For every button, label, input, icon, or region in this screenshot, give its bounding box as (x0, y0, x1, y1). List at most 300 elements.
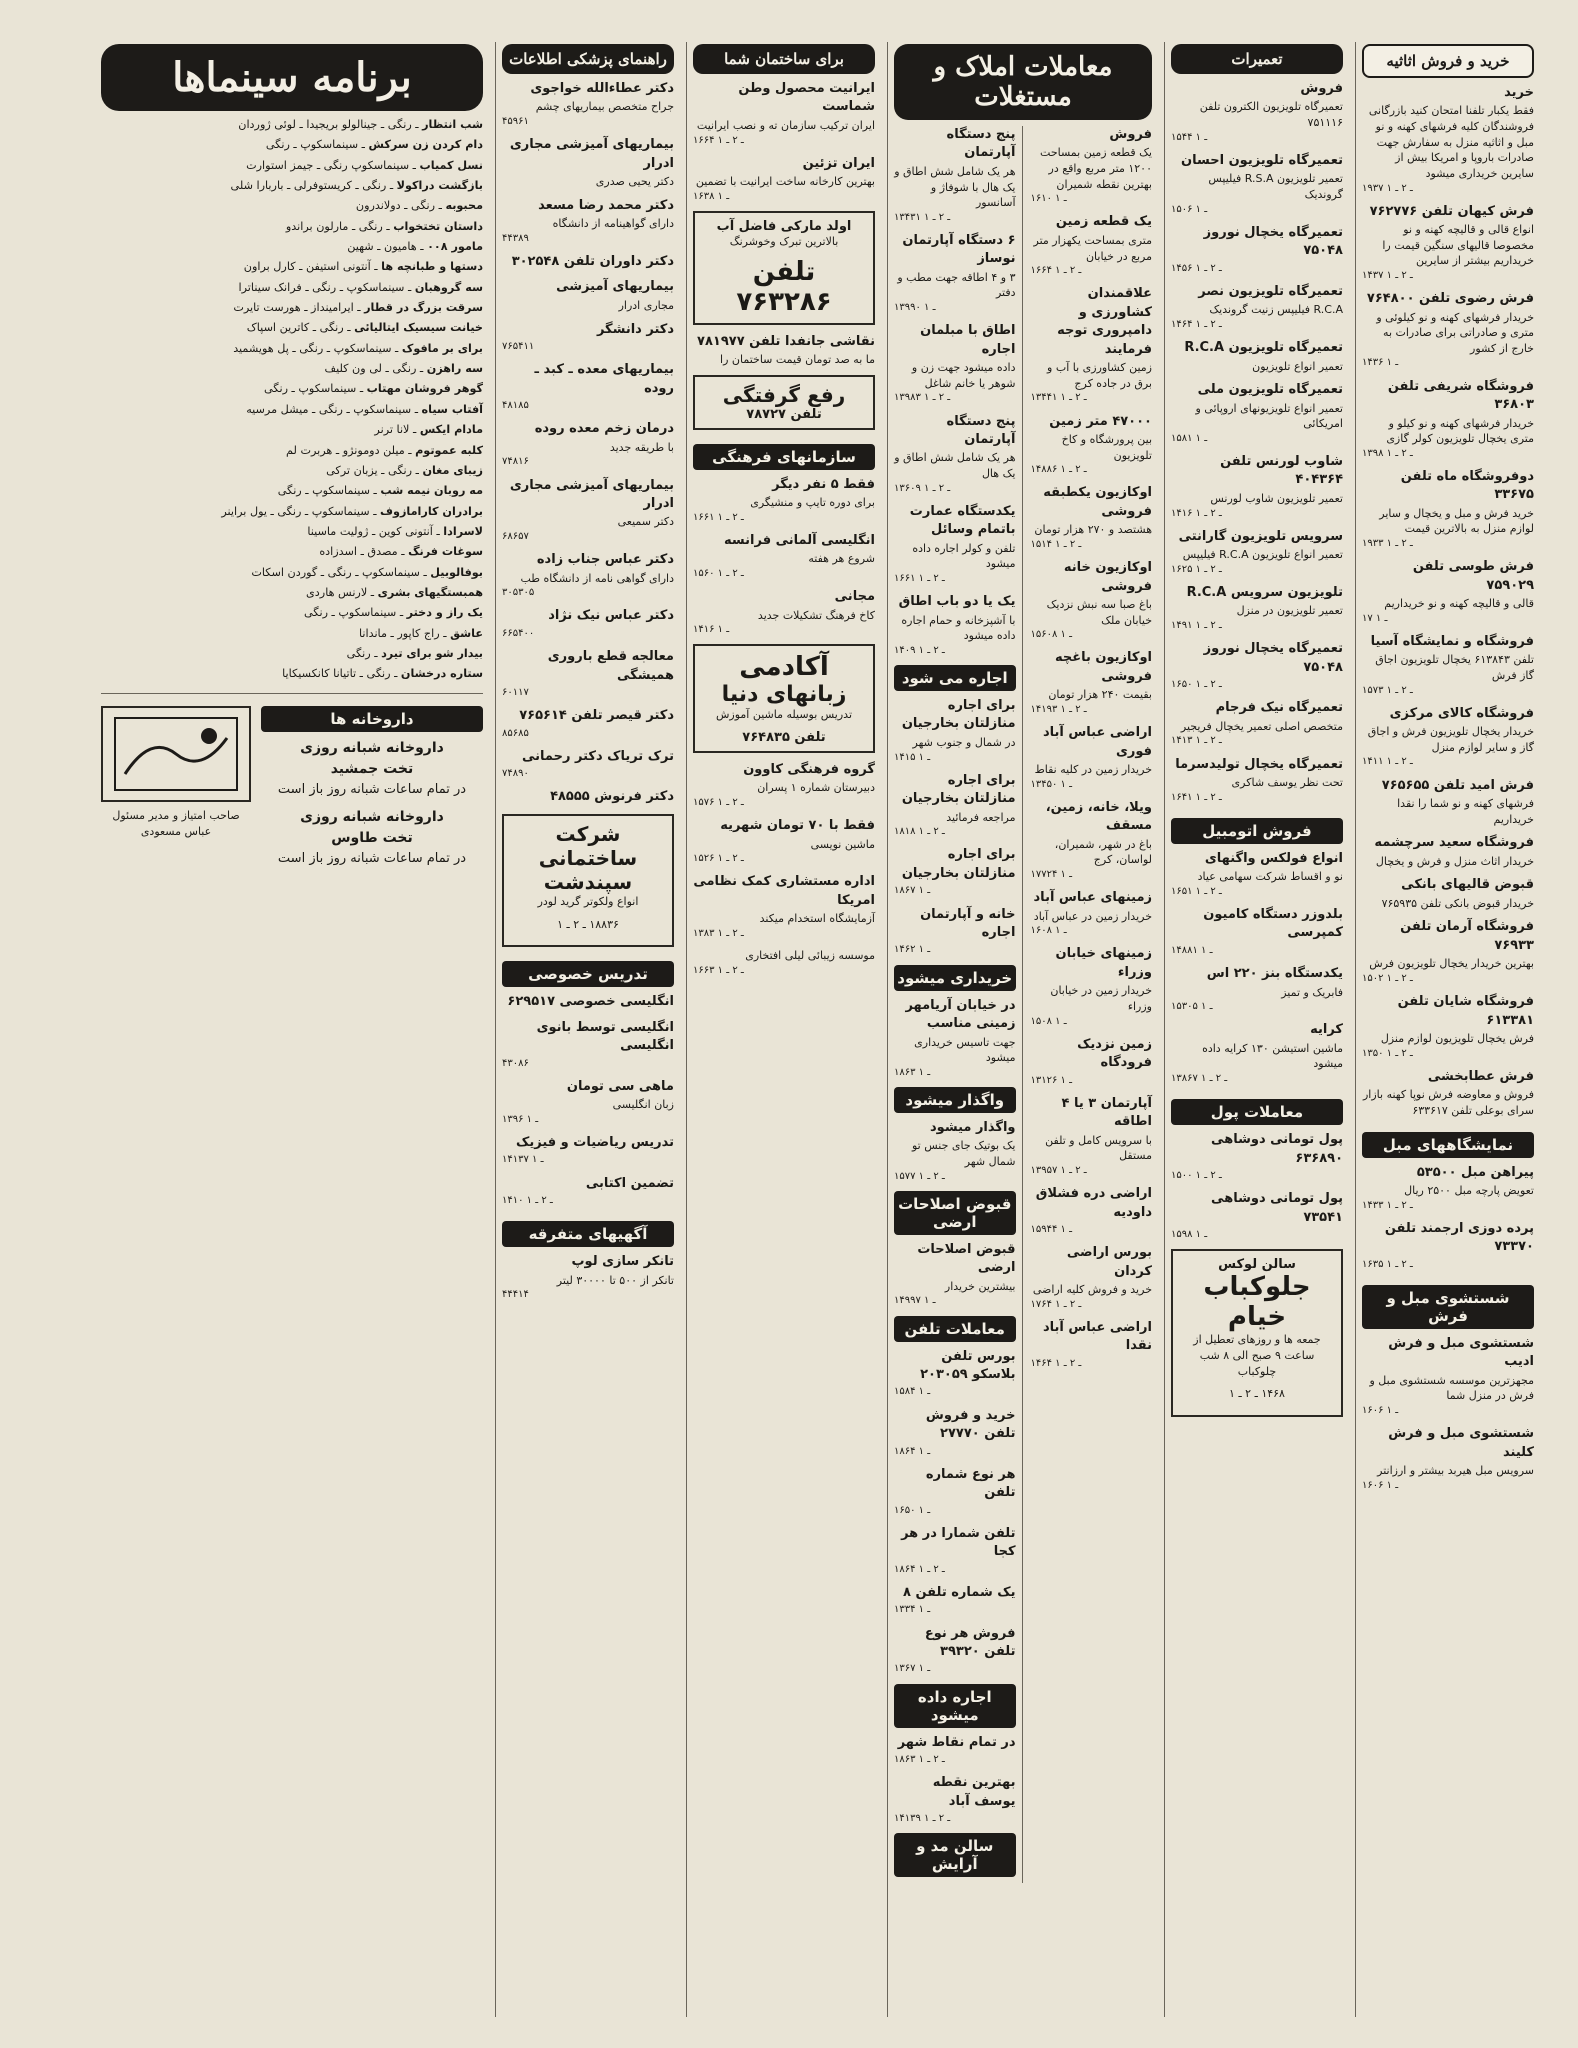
repairs-ads (1171, 80, 1343, 812)
ad-title: شاوب لورنس تلفن ۴۰۴۳۶۴ (1220, 453, 1343, 488)
classified-ad (693, 817, 875, 866)
classified-ad (1171, 152, 1343, 217)
pharmacy-listing (261, 738, 483, 800)
classified-ad (1362, 290, 1534, 370)
ad-body: داده میشود جهت زن و شوهر یا خانم شاغل (911, 361, 1016, 390)
ad-code: ۱۶۲۵ ـ ۲ ـ ۱ (1171, 563, 1222, 575)
classified-ad (502, 748, 674, 782)
film-title: آفتاب سیاه (421, 402, 483, 416)
classified-ad (502, 136, 674, 190)
ad-title: فروشگاه و نمایشگاه آسیا (1370, 633, 1534, 649)
ad-code: ۱۶۱۰ ـ ۱ (1030, 193, 1067, 205)
classified-ad (502, 1019, 674, 1071)
ad-code: ۱۴۵۶ ـ ۲ ـ ۱ (1171, 262, 1222, 274)
restaurant-body: جمعه ها و روزهای تعطیل از ساعت ۹ صبح الی ۸ شب چلوکباب (1193, 1333, 1321, 1378)
classified-ad (1171, 850, 1343, 899)
classified-ad (1171, 756, 1343, 805)
ad-title: فروشگاه آرمان تلفن ۷۶۹۳۳ (1400, 919, 1534, 953)
film-title: سه گروهبان (414, 280, 483, 294)
classified-ad (894, 906, 1016, 958)
medical-header: راهنمای پزشکی اطلاعات (502, 44, 674, 74)
film-title: بوفالوبیل (430, 565, 483, 579)
ad-code: ۱۵۹۸ ـ ۱ (1171, 1229, 1208, 1241)
ad-title: دکتر عباس نیک نژاد (548, 608, 674, 624)
furniture-ads (1362, 1164, 1534, 1279)
classified-ad (894, 593, 1016, 658)
ad-code: ۸۵۶۸۵ (502, 727, 529, 739)
ad-body: خرید فرش و مبل و یخچال و سایر لوازم منزل به بالاترین قیمت (1379, 506, 1534, 536)
restaurant-code: ۱۴۶۸ ـ ۲ ـ ۱ (1229, 1387, 1285, 1401)
separator: ـ (435, 199, 446, 213)
ad-body: بقیمت ۲۴۰ هزار تومان (1048, 688, 1152, 702)
ad-title: یک قطعه زمین (1055, 214, 1152, 230)
ad-title: دوفروشگاه ماه تلفن ۳۳۶۷۵ (1400, 468, 1534, 503)
classified-ad (693, 155, 875, 204)
film-title: لاسرادا (443, 524, 483, 538)
ad-title: بهترین نقطه یوسف آباد (932, 1775, 1016, 1809)
ad-body: در شمال و جنوب شهر (912, 735, 1016, 749)
ad-title: زمینهای خیابان وزراء (1055, 946, 1152, 980)
separator: ـ (432, 524, 444, 538)
separator: ـ (370, 646, 382, 660)
separator: ـ (370, 260, 382, 274)
ad-title: تلویزیون سرویس R.C.A (1186, 584, 1343, 600)
separator: ـ (404, 443, 416, 457)
ad-code: ۱۵۲۶ ـ ۲ ـ ۱ (693, 853, 744, 865)
ad-body: متری بمساحت یکهزار متر مربع در خیابان (1033, 233, 1152, 263)
ad-code: ۱۶۶۱ ـ ۲ ـ ۱ (894, 572, 945, 584)
film-info: سینماسکوپ ـ رنگی ـ فرانک سیناترا (238, 280, 405, 294)
ad-code: ۱۳۴۴۱ ـ ۲ ـ ۱ (1030, 392, 1087, 404)
ad-title: فقط با ۷۰ تومان شهریه (720, 818, 875, 834)
ad-title: ۴۷۰۰۰ متر زمین (1049, 413, 1152, 429)
ad-body: باغ صبا سه نبش نزدیک خیابان ملک (1046, 598, 1152, 627)
ad-title: اوکازیون باغچه فروشی (1054, 650, 1152, 684)
ad-title: دکتر دانشگر (596, 321, 674, 337)
classified-ad (1362, 1164, 1534, 1213)
film-info: سینماسکوپ ـ رنگی (263, 382, 357, 396)
column-repairs (1164, 42, 1349, 2017)
film-info: رنگی ـ کریستوفرلی ـ باربارا شلی (230, 179, 387, 193)
building-ads (693, 80, 875, 211)
ad-title: پنج دستگاه آپارتمان (946, 413, 1016, 447)
ad-title: دکتر عباس جناب زاده (536, 552, 674, 568)
ad-title: فروشگاه شریفی تلفن ۳۶۸۰۳ (1387, 378, 1534, 413)
ad-title: برای اجاره منازلتان بخارجیان (901, 772, 1016, 807)
ad-body: دبیرستان شماره ۱ پسران (757, 781, 875, 795)
ad-body: فابریک و تمیز (1281, 985, 1343, 999)
ad-body: هر یک شامل شش اطاق و یک هال با شوفاژ و آسانسور (894, 164, 1016, 210)
cinema-listing (101, 422, 483, 438)
academy-line2: زبانهای دنیا (721, 682, 847, 708)
ad-title: فرش طوسی تلفن ۷۵۹۰۲۹ (1412, 559, 1534, 593)
column-building (686, 42, 881, 2017)
classified-ad (1031, 559, 1153, 642)
classified-ad (894, 503, 1016, 586)
ad-title: یک شماره تلفن ۸ (903, 1584, 1016, 1600)
film-title: برای بر مافوک (401, 341, 483, 355)
cinema-listing (101, 239, 483, 255)
film-info: لانا ترنر (374, 423, 410, 437)
classified-ad (1031, 1095, 1153, 1178)
classified-ad (502, 321, 674, 355)
ad-code: ۱۳۹۸۳ ـ ۲ ـ ۱ (894, 392, 951, 404)
land-reform-ads (894, 1241, 1016, 1309)
classified-ad (502, 648, 674, 700)
ad-code: ۱۴۶۲ ـ ۱ (894, 944, 931, 956)
ad-title: قبوض اصلاحات ارضی (917, 1241, 1016, 1276)
ad-title: خرید (1504, 85, 1534, 100)
separator: ـ (397, 545, 409, 559)
ad-code: ۱۴۱۶ ـ ۲ ـ ۱ (1171, 507, 1222, 519)
cinemas-header: برنامه سینماها (101, 44, 483, 111)
ad-body: خریدار فرشهای کهنه و نو کیلوئی و متری و صادراتی برای صادرات به خارج از کشور (1376, 310, 1534, 355)
classified-ad (1171, 584, 1343, 633)
ad-code: ۱۵۰۲ ـ ۲ ـ ۱ (1362, 972, 1413, 984)
classified-ad (1171, 80, 1343, 145)
ad-body: دکتر سمیعی (617, 515, 674, 529)
ad-title: بورس تلفن بلاسکو ۲۰۳۰۵۹ (920, 1348, 1016, 1382)
ad-title: تعمیرگاه تلویزیون نصر (1198, 283, 1343, 299)
buy-sell-header: خرید و فروش اثاثیه (1362, 44, 1534, 78)
ad-code: ۱۵۹۴۴ ـ ۱ (1030, 1224, 1073, 1236)
given-ads (894, 1734, 1016, 1827)
ad-body: انواع قالی و قالیچه کهنه و نو مخصوصا قالیهای سنگین قیمت را خریداریم بیشتر از سایرین (1382, 223, 1534, 268)
film-title: دام کردن زن سرکش (368, 138, 483, 152)
ad-title: علاقمندان کشاورزی و دامپروری توجه فرمایند (1057, 286, 1152, 357)
classified-ad (693, 588, 875, 637)
ad-code: ۱۶۴۱ ـ ۲ ـ ۱ (1171, 791, 1222, 803)
classified-ad (502, 253, 674, 271)
ad-body: بین پرورشگاه و کاخ تلویزیون (1061, 433, 1152, 462)
ad-body: تعمیر تلویزیون R.S.A فیلیپس گروندیک (1208, 172, 1343, 201)
ad-title: معالجه قطع باروری همیشگی (547, 649, 674, 683)
ad-code: ۱۳۶۷ ـ ۱ (894, 1663, 931, 1675)
classified-ad (1171, 1021, 1343, 1086)
ad-title: بلدوزر دستگاه کامیون کمپرسی (1203, 907, 1343, 941)
academy-phone: تلفن ۷۶۴۸۳۵ (742, 729, 826, 745)
classified-ad (894, 1734, 1016, 1768)
ad-code: ۴۴۳۸۹ (502, 232, 529, 244)
ad-body: هشتصد و ۲۷۰ هزار تومان (1034, 523, 1152, 537)
classified-ad (894, 1348, 1016, 1400)
ad-body: بهترین خریدار یخچال تلویزیون فرش (1369, 957, 1534, 971)
pharmacy-name: تخت جمشید (330, 760, 414, 777)
classified-ad (1362, 834, 1534, 869)
separator: ـ (369, 504, 381, 518)
ad-title: تعمیرگاه تلویزیون احسان (1181, 152, 1343, 168)
company-ad (502, 814, 674, 947)
cinema-listing (101, 381, 483, 397)
ad-code: ۱۳۸۶۷ ـ ۲ ـ ۱ (1171, 1073, 1228, 1085)
separator: ـ (382, 219, 394, 233)
realestate-subcolumns (894, 126, 1152, 1883)
classified-ad (1031, 213, 1153, 278)
ad-body: مجاری ادرار (618, 298, 674, 312)
classified-ad (502, 1078, 674, 1127)
film-info: رنگی ـ مارلون براندو (285, 219, 383, 233)
classified-ad (502, 278, 674, 313)
rent-header: اجاره می شود (894, 665, 1016, 691)
classified-ad (894, 1466, 1016, 1518)
film-title: کلبه عموتوم (415, 443, 483, 457)
ad-body: متخصص اصلی تعمیر یخچال فریجیر (1180, 719, 1343, 733)
classified-ad (1031, 413, 1153, 478)
ad-title: فرش رضوی تلفن ۷۶۴۸۰۰ (1366, 291, 1534, 307)
cultural-ads (693, 476, 875, 645)
ad-code: ۱۳۸۳ ـ ۲ ـ ۱ (693, 928, 744, 939)
ad-code: ۱۶۳۵ ـ ۲ ـ ۱ (1362, 1258, 1413, 1270)
classified-ad (1362, 918, 1534, 986)
ad-title: برای اجاره منازلتان بخارجیان (901, 847, 1016, 881)
transfer-header: واگذار میشود (894, 1087, 1016, 1113)
ad-title: شستشوی مبل و فرش کلیند (1388, 1426, 1534, 1460)
film-title: ستاره درخشان (400, 667, 483, 681)
ad-code: ۱۴۶۴ ـ ۲ ـ ۱ (1030, 1357, 1082, 1369)
ad-code: ۱۵۸۴ ـ ۱ (894, 1386, 931, 1398)
classified-ad (1362, 993, 1534, 1061)
classified-ad (894, 126, 1016, 225)
cinema-listing (101, 300, 483, 316)
ad-title: پیراهن مبل ۵۳۵۰۰ (1416, 1164, 1534, 1180)
classified-ad (502, 361, 674, 413)
ad-code: ۱۳۹۵۷ ـ ۲ ـ ۱ (1030, 1164, 1087, 1176)
purchase-ads (894, 997, 1016, 1080)
classified-ad (1171, 906, 1343, 958)
logo-block (101, 700, 251, 841)
ad-code: ۱۶۶۱ ـ ۲ ـ ۱ (693, 511, 744, 523)
ad-code: ۴۳۰۸۶ (502, 1057, 529, 1069)
ad-code: ۱۳۱۲۶ ـ ۱ (1030, 1074, 1073, 1086)
film-title: عاشق (450, 626, 483, 640)
ad-title: فروشگاه سعید سرچشمه (1374, 835, 1534, 851)
ad-code: ۴۴۴۱۴ (502, 1289, 529, 1301)
pharmacy-header: داروخانه ها (261, 706, 483, 732)
cinema-listing (101, 463, 483, 479)
company-code: ۱۸۸۳۶ ـ ۲ ـ ۱ (557, 917, 619, 931)
ad-title: پرده دوزی ارجمند تلفن ۷۳۳۷۰ (1384, 1220, 1534, 1255)
ad-body: زبان انگلیسی (612, 1098, 674, 1112)
ad-code: ۱۶۶۴ ـ ۲ ـ ۱ (693, 134, 744, 146)
ad-body: نو و اقساط شرکت سهامی عیاد (1197, 870, 1343, 884)
classified-ad (1171, 640, 1343, 692)
ad-title: فروش هر نوع تلفن ۳۹۳۲۰ (924, 1625, 1016, 1659)
restaurant-line1: سالن لوکس (1218, 1257, 1296, 1273)
ad-body: آزمایشگاه استخدام میکند (759, 912, 875, 926)
classified-ad (502, 788, 674, 806)
ad-code: ۱۶۶۴ ـ ۲ ـ ۱ (1030, 265, 1082, 277)
ad-title: بورس اراضی کردان (1066, 1245, 1152, 1279)
ad-body: خریدار یخچال تلویزیون فرش و اجاق گاز و سایر لوازم منزل (1367, 725, 1534, 754)
classified-ad (502, 993, 674, 1011)
ad-title: کرایه (1310, 1022, 1343, 1038)
ad-code: ۱۶۵۰ ـ ۱ (894, 1504, 931, 1516)
classified-ad (1362, 1335, 1534, 1418)
film-info: هامیون ـ شهین (347, 240, 417, 254)
box1-line1: اولد مارکی فاضل آب (716, 218, 852, 234)
ad-body: سرویس مبل هیربد بیشتر و ارزانتر (1377, 1464, 1534, 1478)
tutoring-ads (502, 993, 674, 1215)
ad-code: ۶۰۱۱۷ (502, 687, 529, 699)
realestate-left-ads (894, 126, 1016, 658)
film-info: ایرامینداز ـ هورست تایرت (233, 301, 354, 315)
ad-code: ۶۶۵۴۰۰ (502, 627, 535, 639)
classified-ad (1171, 528, 1343, 577)
ad-body: فرش یخچال تلویزیون لوازم منزل (1380, 1032, 1534, 1046)
ad-title: یک یا دو باب اطاق (898, 594, 1016, 610)
classified-ad (1362, 1425, 1534, 1493)
separator: ـ (369, 484, 381, 498)
cinema-listing (101, 341, 483, 357)
cinema-listing (101, 524, 483, 540)
film-title: زیبای مغان (422, 463, 483, 477)
ad-code: ۳۰۵۳۰۵ (502, 587, 535, 599)
cinema-listing (101, 585, 483, 601)
pharmacy-title: داروخانه شبانه روزی (300, 739, 444, 756)
ad-body: فروش و معاوضه فرش نوپا کهنه بازار سرای بوعلی تلفن ۶۳۳۶۱۷ (1363, 1088, 1534, 1117)
ad-body: ماشین نویسی (810, 837, 875, 851)
salon-code: ۱۶۶۳ ـ ۲ ـ ۱ (693, 964, 744, 976)
ad-body: تلفن ۶۱۳۸۴۳ یخچال تلویزیون اجاق گاز فرش (1375, 653, 1534, 683)
medical-ads (502, 80, 674, 814)
ad-title: هر نوع شماره تلفن (925, 1466, 1016, 1501)
ad-body: جهت تاسیس خریداری میشود (914, 1035, 1016, 1065)
film-info: راج کاپور ـ ماندانا (358, 626, 440, 640)
ad-title: دکتر داوران تلفن ۳۰۲۵۴۸ (511, 254, 674, 270)
ad-title: درمان زخم معده روده (534, 421, 674, 437)
ad-title: اراضی عباس آباد نقدا (1042, 1319, 1152, 1354)
box-ad-2 (693, 375, 875, 430)
ad-code: ۱۸۶۷ ـ ۱ (894, 885, 931, 897)
film-info: رنگی ـ لی ون کلیف (324, 362, 417, 376)
ad-code: ۱۳۴۵۰ ـ ۱ (1030, 778, 1073, 790)
ad-title: فروشگاه شایان تلفن ۶۱۳۳۸۱ (1397, 994, 1534, 1028)
film-info: سینماسکوپ ـ رنگی ـ یول براینر (221, 504, 370, 518)
ad-body: ایران ترکیب سازمان ته و نصب ایرانیت (696, 118, 875, 132)
newspaper-logo (101, 706, 251, 802)
ad-title: فقط ۵ نفر دیگر (772, 476, 875, 492)
cinema-listing (101, 198, 483, 214)
classified-ad (1031, 1185, 1153, 1237)
cinema-listing (101, 280, 483, 296)
film-info: لارنس هاردی (306, 585, 368, 599)
ad-title: فرش عطابخشی (1427, 1068, 1534, 1084)
wash-ads (1362, 1335, 1534, 1500)
ad-code: ۱۴۶۴ ـ ۲ ـ ۱ (1171, 318, 1222, 330)
ad-title: فروشگاه کالای مرکزی (1389, 705, 1534, 721)
film-title: خیانت سیسیک ایتالیائی (354, 321, 483, 335)
ad-code: ۱۴۹۱ ـ ۲ ـ ۱ (1171, 620, 1222, 631)
ad-title: فروش (1300, 81, 1343, 96)
ad-code: ۱۵۴۴ ـ ۱ (1171, 131, 1208, 143)
film-info: سینماسکوپ رنگی ـ جیمز استوارت (246, 158, 410, 172)
pharmacy-body: در تمام ساعات شبانه روز باز است (277, 851, 467, 867)
ad-title: تدریس ریاضیات و فیزیک (516, 1134, 674, 1150)
separator: ـ (412, 463, 423, 477)
ad-code: ۱۳۳۴ ـ ۱ (894, 1604, 931, 1616)
column-cinemas (95, 42, 489, 2017)
ad-code: ۱۵۱۴ ـ ۲ ـ ۱ (1030, 538, 1082, 550)
ad-title: خانه و آپارتمان اجاره (920, 906, 1016, 940)
ad-body: ما به صد تومان قیمت ساختمان را (720, 353, 875, 367)
pharmacy-block (261, 700, 483, 877)
ad-title: انگلیسی آلمانی فرانسه (724, 532, 875, 548)
classified-ad (693, 532, 875, 581)
ad-body: فرشهای کهنه و نو شما را نقدا خریداریم (1397, 797, 1534, 826)
classified-ad (1362, 777, 1534, 828)
bottom-block (101, 700, 483, 877)
ad-code: ۱۴۸۸۶ ـ ۲ ـ ۱ (1030, 464, 1087, 476)
film-title: همبستگیهای بشری (377, 585, 483, 599)
cinema-listing (101, 646, 483, 662)
separator: ـ (419, 565, 431, 579)
classified-ad (1031, 484, 1153, 552)
ad-body: ۳ و ۴ اطاقه جهت مطب و دفتر (897, 270, 1016, 300)
film-title: مادام ایکس (419, 423, 483, 437)
classified-ad (1031, 1036, 1153, 1088)
columns (40, 42, 1540, 2017)
classified-ad (894, 1241, 1016, 1309)
ad-title: مجانی (834, 589, 875, 605)
classified-ad (894, 997, 1016, 1080)
classified-ad (1362, 1068, 1534, 1119)
separator: ـ (411, 402, 422, 416)
ad-title: دکتر قیصر تلفن ۷۶۵۶۱۴ (519, 708, 674, 724)
ad-title: تضمین اکتابی (585, 1175, 674, 1191)
ad-body: قالی و قالیچه کهنه و نو خریداریم (1384, 597, 1534, 611)
film-info: آنتونی کوین ـ ژولیت ماسینا (307, 524, 433, 538)
film-info: رنگی ـ کاترین اسپاک (246, 321, 344, 335)
classified-ad (894, 1584, 1016, 1618)
classified-ad (894, 1774, 1016, 1826)
purchase-header: خریداری میشود (894, 965, 1016, 991)
box-ad-1 (693, 211, 875, 325)
classified-ad (1031, 889, 1153, 938)
ad-body: تحت نظر یوسف شاکری (1231, 775, 1343, 789)
classified-ad (1171, 339, 1343, 374)
ad-code: ۶۸۶۵۷ (502, 531, 529, 543)
ad-code: ۱۴۱۰ ـ ۲ ـ ۱ (502, 1195, 553, 1207)
classified-ad (1362, 1220, 1534, 1272)
classified-ad (502, 1175, 674, 1209)
ad-title: زمینهای عباس آباد (1033, 890, 1152, 906)
film-title: بازگشت دراکولا (396, 179, 483, 193)
box2-line1: رفع گرفتگی (722, 382, 846, 407)
ad-code: ۱۸۶۴ ـ ۲ ـ ۱ (894, 1563, 945, 1575)
academy-ad (693, 644, 875, 753)
ad-title: قبوض قالیهای بانکی (1401, 877, 1534, 893)
ad-body: هر یک شامل شش اطاق و یک هال (894, 451, 1016, 481)
rent-ads (894, 697, 1016, 958)
ad-title: تعمیرگاه تلویزیون R.C.A (1184, 340, 1343, 356)
ad-title: دکتر فرنوش ۴۸۵۵۵ (550, 789, 674, 805)
ad-body: یک قطعه زمین بمساحت ۱۲۰۰ متر مربع واقع در بهترین نقطه شمیران (1040, 146, 1152, 191)
separator: ـ (386, 179, 397, 193)
ad-title: پنج دستگاه آپارتمان (946, 127, 1016, 161)
ad-code: ۱۶۳۸ ـ ۱ (693, 190, 730, 202)
ad-body: کاخ فرهنگ تشکیلات جدید (757, 608, 875, 622)
film-info: سینماسکوپ ـ رنگی (277, 484, 370, 498)
film-info: سینماسکوپ ـ رنگی (303, 606, 397, 620)
separator: ـ (439, 626, 451, 640)
ad-title: سرویس تلویزیون گارانتی (1178, 528, 1343, 544)
ad-title: تعمیرگاه تلویزیون ملی (1197, 382, 1343, 398)
phone-header: معاملات تلفن (894, 1316, 1016, 1342)
classified-ad (894, 1525, 1016, 1577)
ad-body: برای دوره تایپ و منشیگری (750, 496, 875, 510)
money-ads (1171, 1131, 1343, 1249)
ad-code: ۱۹۳۳ ـ ۲ ـ ۱ (1362, 538, 1413, 550)
